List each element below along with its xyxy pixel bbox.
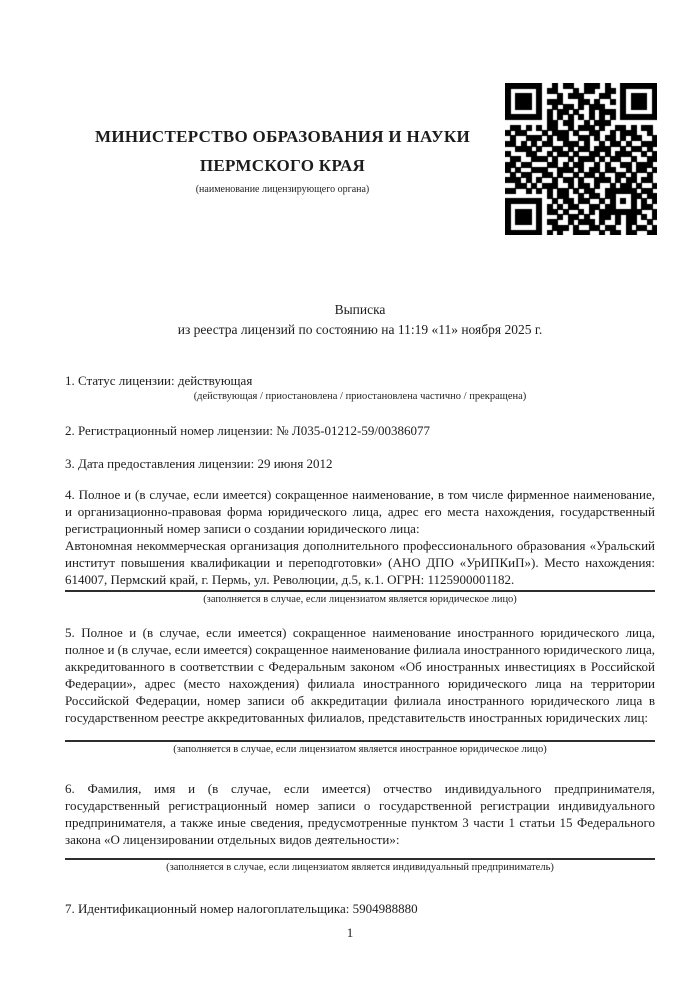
ministry-name-line1: МИНИСТЕРСТВО ОБРАЗОВАНИЯ И НАУКИ <box>94 127 471 146</box>
item-4-answer: Автономная некоммерческая организация дополнительного профессионального образования «Уральский институт повышения квалификации и переподготовки» (АНО ДПО «УрИПКиП»). Место нахождения: 614007, Пермский край, г. Пермь, ул. Революции, д.5, к.1. ОГРН: 1125900001182. <box>65 538 655 587</box>
ministry-name-line2: ПЕРМСКОГО КРАЯ <box>199 156 366 175</box>
item-3-text: 3. Дата предоставления лицензии: 29 июня 2012 <box>65 456 333 471</box>
page-number: 1 <box>346 925 354 940</box>
item-6-question: 6. Фамилия, имя и (в случае, если имеется) отчество индивидуального предпринимателя, государственный регистрационный номер записи о государственной регистрации индивидуального предпринимателя, а также иные сведения, предусмотренные пунктом 3 части 1 статьи 15 Федерального закона «О лицензировании отдельных видов деятельности»: <box>65 781 655 847</box>
ministry-caption: (наименование лицензирующего органа) <box>195 184 370 195</box>
item-4-legal-entity <box>65 486 655 607</box>
item-5-question: 5. Полное и (в случае, если имеется) сокращенное наименование иностранного юридического лица, полное и (в случае, если имеется) сокращенное наименование филиала иностранного юридического лица, аккредитованного в соответствии с Федеральным законом «Об иностранных инвестициях в Российской Федерации», адрес (место нахождения) филиала иностранного юридического лица на территории Российской Федерации, номер записи об аккредитации филиала иностранного юридического лица в государственном реестре аккредитованных филиалов, представительств иностранных юридических лиц: <box>65 625 655 725</box>
item-6-individual-entrepreneur <box>65 780 655 875</box>
item-6-fill-line <box>65 858 655 860</box>
item-5-foreign-entity <box>65 624 655 757</box>
item-7-taxpayer-number <box>65 900 655 917</box>
item-1-license-status <box>65 372 655 404</box>
item-4-fill-line <box>65 590 655 592</box>
qr-code-image <box>505 83 657 235</box>
item-4-question: 4. Полное и (в случае, если имеется) сокращенное наименование, в том числе фирменное наименование, и организационно-правовая форма юридического лица, адрес его места нахождения, государственный регистрационный номер записи о создании юридического лица: <box>65 487 655 536</box>
item-7-text: 7. Идентификационный номер налогоплательщика: 5904988880 <box>65 901 418 916</box>
item-3-license-date <box>65 455 655 472</box>
item-5-fill-line <box>65 740 655 742</box>
item-1-caption: (действующая / приостановлена / приостановлена частично / прекращена) <box>193 391 527 402</box>
document-title-line2: из реестра лицензий по состоянию на 11:19 «11» ноября 2025 г. <box>177 322 543 337</box>
item-2-registration-number <box>65 422 655 439</box>
item-4-caption: (заполняется в случае, если лицензиатом является юридическое лицо) <box>203 594 517 605</box>
document-header <box>65 0 655 252</box>
document-title-line1: Выписка <box>334 302 386 317</box>
document-body <box>65 300 655 917</box>
item-6-caption: (заполняется в случае, если лицензиатом является индивидуальный предприниматель) <box>166 862 554 873</box>
qr-code <box>505 83 657 235</box>
item-2-text: 2. Регистрационный номер лицензии: № Л035-01212-59/00386077 <box>65 423 431 438</box>
licensing-authority-block <box>65 122 500 196</box>
document-title <box>65 300 655 340</box>
item-5-caption: (заполняется в случае, если лицензиатом является иностранное юридическое лицо) <box>173 744 547 755</box>
item-1-text: 1. Статус лицензии: действующая <box>65 373 253 388</box>
